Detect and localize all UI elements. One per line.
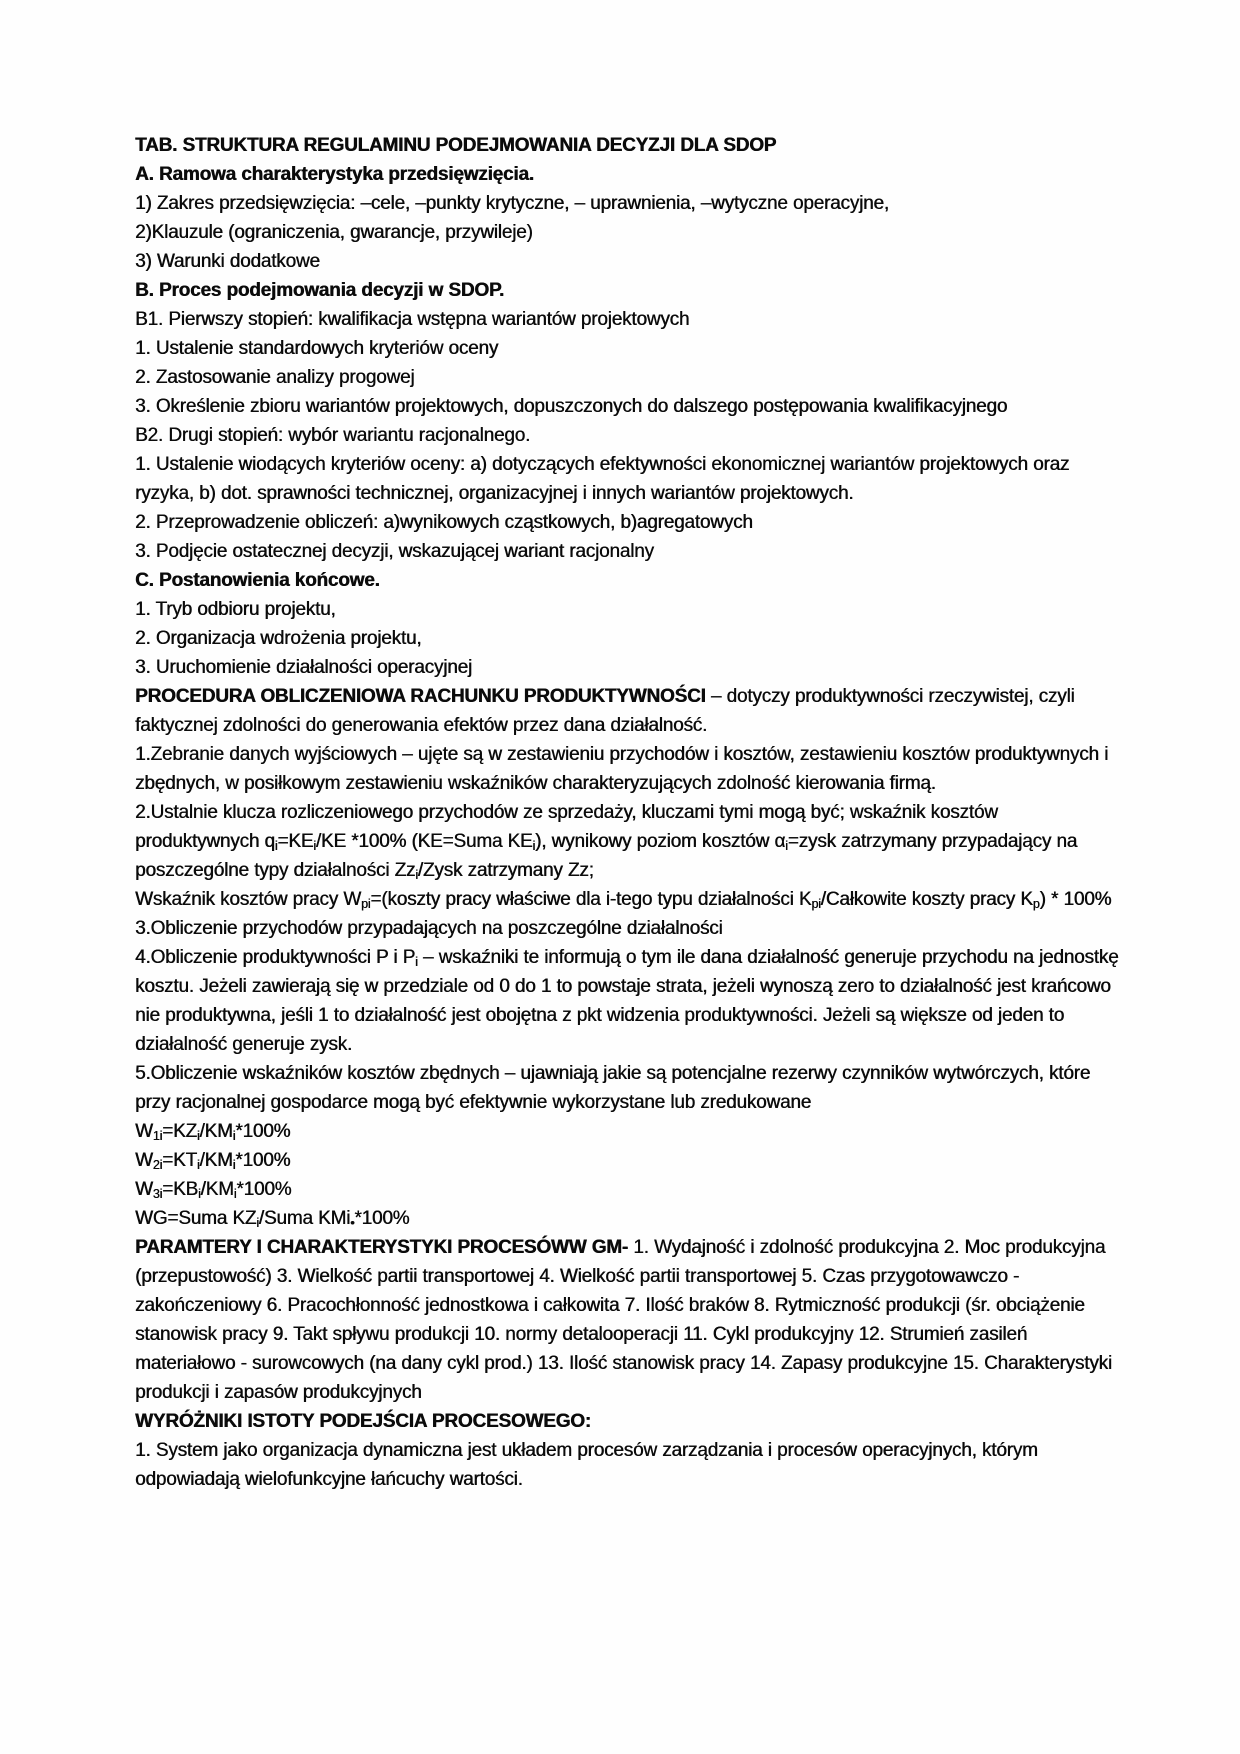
procedura-step-2-formula-wp — [135, 885, 1120, 914]
text-run: 2i — [152, 1158, 163, 1173]
procedura-step-2 — [135, 798, 1120, 885]
text-run: pi — [360, 897, 371, 912]
text-run: – dotyczy produktywności rzeczywistej, czyli faktycznej zdolności do generowania efektów przez dana działalność. — [135, 686, 1075, 736]
text-run: • — [350, 1216, 355, 1231]
text-run: ) * 100% — [1039, 889, 1112, 910]
text-run: 2.Ustalnie klucza rozliczeniowego przychodów ze sprzedaży, kluczami tymi mogą być; wskaźnik kosztów produktywnych q — [135, 802, 998, 852]
text-run: i — [233, 1187, 237, 1202]
text-run: 1. System jako organizacja dynamiczna jest układem procesów zarządzania i procesów operacyjnych, którym odpowiadają wielofunkcyjne łańcuchy wartości. — [135, 1440, 1038, 1490]
text-run: i — [232, 1129, 236, 1144]
item-b1-2 — [135, 363, 1120, 392]
text-run: =(koszty pracy właściwe dla i-tego typu działalności K — [370, 889, 812, 910]
text-run: 3i — [152, 1187, 163, 1202]
item-b1-heading — [135, 305, 1120, 334]
doc-title — [135, 131, 1120, 160]
text-run: =KB — [162, 1179, 198, 1200]
item-b1-1 — [135, 334, 1120, 363]
item-a1 — [135, 189, 1120, 218]
text-run: i — [197, 1187, 201, 1202]
text-run: W — [135, 1179, 153, 1200]
formula-w3 — [135, 1175, 1120, 1204]
heading-parametry — [135, 1233, 1120, 1407]
item-a2 — [135, 218, 1120, 247]
item-b2-heading — [135, 421, 1120, 450]
text-run: 3. Uruchomienie działalności operacyjnej — [135, 657, 472, 678]
text-run: B2. Drugi stopień: wybór wariantu racjonalnego. — [135, 425, 531, 446]
text-run: 2. Przeprowadzenie obliczeń: a)wynikowych cząstkowych, b)agregatowych — [135, 512, 753, 533]
text-run: B1. Pierwszy stopień: kwalifikacja wstępna wariantów projektowych — [135, 309, 690, 330]
procedura-step-5 — [135, 1059, 1120, 1117]
document-body — [135, 131, 1120, 1494]
text-run: Wskaźnik kosztów pracy W — [135, 889, 361, 910]
heading-section-c — [135, 566, 1120, 595]
text-run: B. Proces podejmowania decyzji w SDOP. — [135, 280, 504, 301]
text-run: C. Postanowienia końcowe. — [135, 570, 380, 591]
text-run: p — [1032, 897, 1040, 912]
formula-w2 — [135, 1146, 1120, 1175]
text-run: i — [313, 839, 316, 854]
text-run: /KM — [199, 1121, 233, 1142]
text-run: *100% — [235, 1121, 291, 1142]
text-run: /Całkowite koszty pracy K — [820, 889, 1033, 910]
text-run: 4.Obliczenie produktywności P i P — [135, 947, 416, 968]
item-a3 — [135, 247, 1120, 276]
text-run: WG=Suma KZ — [135, 1208, 257, 1229]
text-run: /KM — [199, 1150, 233, 1171]
text-run: i — [532, 839, 536, 854]
heading-section-a — [135, 160, 1120, 189]
text-run: 1. Tryb odbioru projektu, — [135, 599, 336, 620]
text-run: 5.Obliczenie wskaźników kosztów zbędnych – ujawniają jakie są potencjalne rezerwy czynników wytwórczych, które przy racjonalnej gospodarce mogą być efektywnie wykorzystane lub zredukowane — [135, 1063, 1091, 1113]
procedura-step-3 — [135, 914, 1120, 943]
text-run: /KE *100% (KE=Suma KE — [315, 831, 533, 852]
text-run: 1. Wydajność i zdolność produkcyjna 2. Moc produkcyjna (przepustowość) 3. Wielkość partii transportowej 4. Wielkość partii transportowej 5. Czas przygotowawczo - zakończeniowy 6. Pracochłonność jednostkowa i całkowita 7. Ilość braków 8. Rytmiczność produkcji (śr. obciążenie stanowisk pracy 9. Takt spływu produkcji 10. normy detalooperacji 11. Cykl produkcyjny 12. Strumień zasileń materiałowo - surowcowych (na dany cykl prod.) 13. Ilość stanowisk pracy 14. Zapasy produkcyjne 15. Charakterystyki produkcji i zapasów produkcyjnych — [135, 1237, 1112, 1403]
text-run: /KM — [200, 1179, 234, 1200]
text-run: *100% — [236, 1179, 292, 1200]
text-run: i — [232, 1158, 236, 1173]
item-b2-2 — [135, 508, 1120, 537]
item-c3 — [135, 653, 1120, 682]
text-run: W — [135, 1121, 153, 1142]
procedura-step-4 — [135, 943, 1120, 1059]
text-run: i — [274, 839, 278, 854]
text-run: i — [196, 1158, 200, 1173]
procedura-step-1 — [135, 740, 1120, 798]
text-run: 1. Ustalenie wiodących kryteriów oceny: a) dotyczących efektywności ekonomicznej wariantów projektowych oraz ryzyka, b) dot. sprawności technicznej, organizacyjnej i innych wariantów projektowych. — [135, 454, 1070, 504]
text-run: i — [196, 1129, 200, 1144]
text-run: ), wynikowy poziom kosztów α — [535, 831, 786, 852]
text-run: 2. Zastosowanie analizy progowej — [135, 367, 415, 388]
heading-wyrozniki — [135, 1407, 1120, 1436]
text-run: W — [135, 1150, 153, 1171]
text-run: 1) Zakres przedsięwzięcia: –cele, –punkty krytyczne, – uprawnienia, –wytyczne operacyjne, — [135, 193, 889, 214]
text-run: 3. Określenie zbioru wariantów projektowych, dopuszczonych do dalszego postępowania kwalifikacyjnego — [135, 396, 1008, 417]
text-run: =KZ — [162, 1121, 197, 1142]
item-b1-3 — [135, 392, 1120, 421]
text-run: 1. Ustalenie standardowych kryteriów oceny — [135, 338, 499, 359]
heading-procedura — [135, 682, 1120, 740]
text-run: 1.Zebranie danych wyjściowych – ujęte są w zestawieniu przychodów i kosztów, zestawieniu kosztów produktywnych i zbędnych, w posiłkowym zestawieniu wskaźników charakteryzujących zdolność kierowania firmą. — [135, 744, 1109, 794]
text-run: i — [785, 839, 788, 854]
text-run: *100% — [354, 1208, 410, 1229]
text-run: 3.Obliczenie przychodów przypadających na poszczególne działalności — [135, 918, 723, 939]
text-run: /Suma KMi — [258, 1208, 351, 1229]
text-run: pi — [811, 897, 821, 912]
text-run: i — [415, 955, 418, 970]
text-run: A. Ramowa charakterystyka przedsięwzięcia. — [135, 164, 534, 185]
text-run: *100% — [235, 1150, 291, 1171]
text-run: =KE — [277, 831, 314, 852]
text-run: i — [415, 868, 418, 883]
text-run: =zysk zatrzymany przypadający na poszczególne typy działalności Zz — [135, 831, 1078, 881]
text-run: 3) Warunki dodatkowe — [135, 251, 320, 272]
wyrozniki-item-1 — [135, 1436, 1120, 1494]
formula-w1 — [135, 1117, 1120, 1146]
item-c2 — [135, 624, 1120, 653]
text-run: 1i — [152, 1129, 163, 1144]
text-run: i — [256, 1216, 259, 1231]
text-run: TAB. STRUKTURA REGULAMINU PODEJMOWANIA DECYZJI DLA SDOP — [135, 135, 777, 156]
text-run: PROCEDURA OBLICZENIOWA RACHUNKU PRODUKTYWNOŚCI — [135, 686, 706, 707]
text-run: WYRÓŻNIKI ISTOTY PODEJŚCIA PROCESOWEGO: — [135, 1411, 591, 1432]
text-run: 2. Organizacja wdrożenia projektu, — [135, 628, 422, 649]
item-b2-1 — [135, 450, 1120, 508]
text-run: 3. Podjęcie ostatecznej decyzji, wskazującej wariant racjonalny — [135, 541, 654, 562]
text-run: PARAMTERY I CHARAKTERYSTYKI PROCESÓWW GM- — [135, 1237, 628, 1258]
text-run: – wskaźniki te informują o tym ile dana działalność generuje przychodu na jednostkę kosztu. Jeżeli zawierają się w przedziale od 0 do 1 to powstaje strata, jeżeli wynoszą zero to działalność jest krańcowo nie produktywna, jeśli 1 to działalność jest obojętna z pkt widzenia produktywności. Jeżeli są większe od jeden to działalność generuje zysk. — [135, 947, 1119, 1055]
formula-wg — [135, 1204, 1120, 1233]
item-c1 — [135, 595, 1120, 624]
text-run: =KT — [162, 1150, 197, 1171]
text-run: 2)Klauzule (ograniczenia, gwarancje, przywileje) — [135, 222, 533, 243]
item-b2-3 — [135, 537, 1120, 566]
heading-section-b — [135, 276, 1120, 305]
text-run: /Zysk zatrzymany Zz; — [417, 860, 594, 881]
